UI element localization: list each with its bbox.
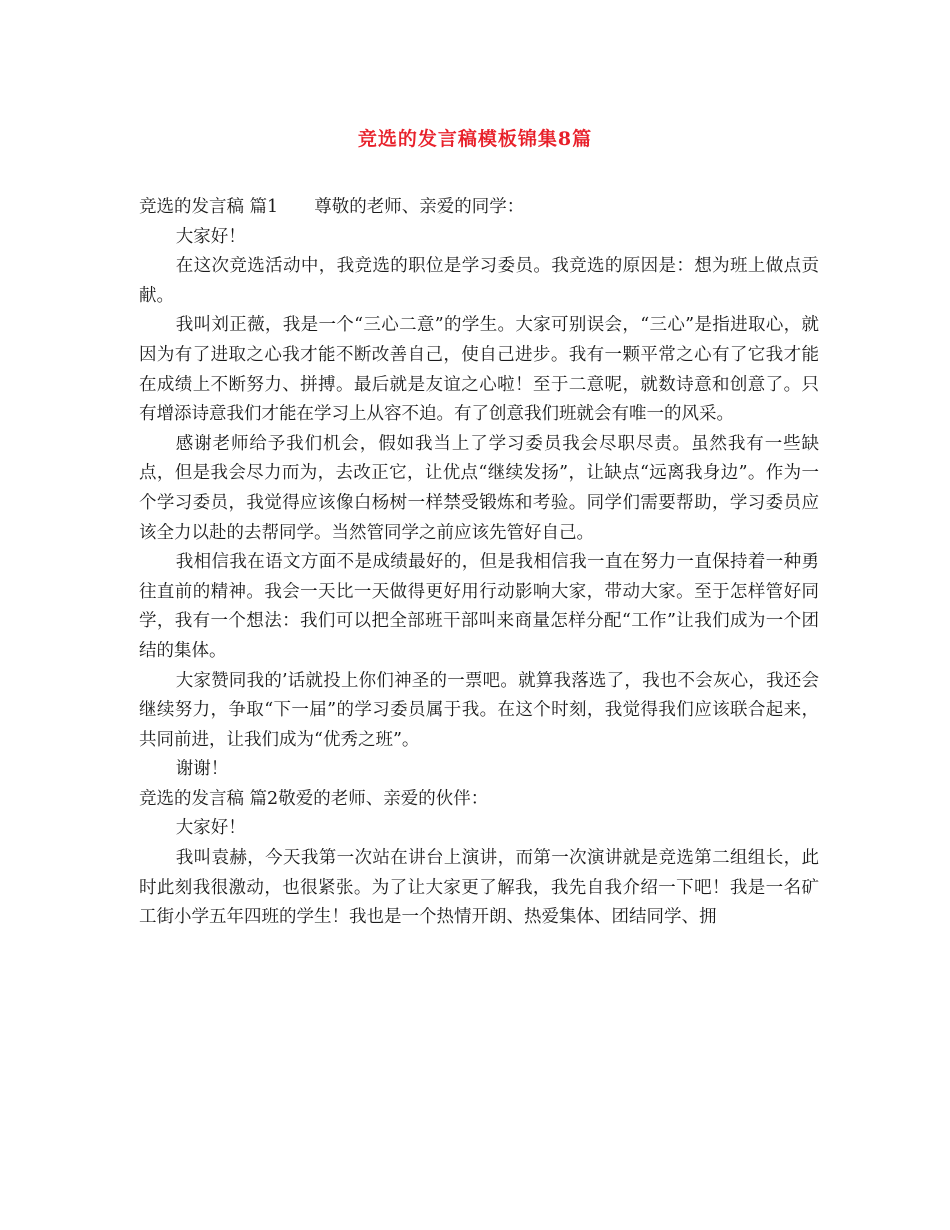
speech-2-paragraph: 大家好！ [175, 818, 246, 839]
speech-1-heading: 竞选的发言稿 篇1 [139, 197, 279, 217]
speech-1-paragraph: 我叫刘正薇，我是一个“三心二意”的学生。大家可别误会，“三心”是指进取心，就因为有了进取之心我才能不断改善自己，使自己进步。我有一颗平常之心有了它我才能在成绩上不断努力、拼搏。最后就是友谊之心啦！至于二意呢，就数诗意和创意了。只有增添诗意我们才能在学习上从容不迫。有了创意我们班就会有唯一的风采。 [139, 315, 819, 425]
document-title: 竞选的发言稿模板锦集8篇 [357, 128, 593, 150]
speech-2-heading-line [139, 785, 819, 815]
speech-2-heading: 竞选的发言稿 篇2 [139, 788, 279, 809]
speech-1-closing: 谢谢！ [175, 759, 229, 780]
speech-1-paragraph: 我相信我在语文方面不是成绩最好的，但是我相信我一直在努力一直保持着一种勇往直前的精神。我会一天比一天做得更好用行动影响大家，带动大家。至于怎样管好同学，我有一个想法：我们可以把全部班干部叫来商量怎样分配“工作”让我们成为一个团结的集体。 [139, 552, 819, 661]
speech-2-salutation: 敬爱的老师、亲爱的伙伴： [278, 788, 489, 809]
speech-1-paragraph: 在这次竞选活动中，我竞选的职位是学习委员。我竞选的原因是：想为班上做点贡献。 [139, 256, 819, 306]
speech-1-paragraph: 感谢老师给予我们机会，假如我当上了学习委员我会尽职尽责。虽然我有一些缺点，但是我会尽力而为，去改正它，让优点“继续发扬”，让缺点“远离我身边”。作为一个学习委员，我觉得应该像白杨树一样禁受锻炼和考验。同学们需要帮助，学习委员应该全力以赴的去帮同学。当然管同学之前应该先管好自己。 [139, 433, 819, 543]
speech-2-paragraph: 我叫袁赫，今天我第一次站在讲台上演讲，而第一次演讲就是竞选第二组组长，此时此刻我很激动，也很紧张。为了让大家更了解我，我先自我介绍一下吧！我是一名矿工街小学五年四班的学生！我也是一个热情开朗、热爱集体、团结同学、拥 [139, 848, 819, 928]
document-body [139, 193, 819, 933]
speech-1-paragraph: 大家好！ [175, 226, 246, 247]
speech-1-heading-line [139, 193, 819, 223]
speech-1-paragraph: 大家赞同我的’话就投上你们神圣的一票吧。就算我落选了，我也不会灰心，我还会继续努力，争取“下一届”的学习委员属于我。在这个时刻，我觉得我们应该联合起来，共同前进，让我们成为“优秀之班”。 [139, 670, 819, 750]
speech-1-salutation: 尊敬的老师、亲爱的同学： [314, 197, 525, 217]
